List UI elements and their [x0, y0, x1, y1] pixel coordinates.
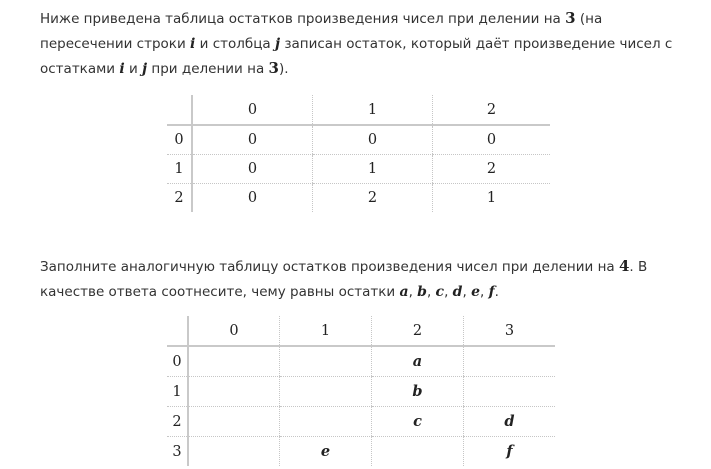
comma: , [408, 283, 418, 300]
task-text: Заполните аналогичную таблицу остатков произведения чисел при делении на [40, 259, 619, 275]
column-header: 1 [280, 316, 372, 346]
modulus-4: 4 [618, 257, 630, 275]
table-row [167, 407, 555, 437]
header-row [167, 316, 555, 346]
header-row [167, 95, 550, 125]
modulus-3: 3 [268, 59, 279, 77]
var-c: c [435, 283, 445, 300]
table-cell: 2 [313, 184, 433, 213]
var-a: a [399, 283, 409, 300]
var-j: j [274, 35, 281, 52]
column-header: 2 [372, 316, 464, 346]
column-header: 2 [433, 95, 551, 125]
var-i: i [119, 61, 125, 77]
column-header: 0 [192, 95, 313, 125]
var-i: i [190, 35, 196, 52]
var-j: j [142, 61, 148, 77]
table-cell: 0 [192, 125, 313, 155]
comma: , [479, 283, 489, 300]
table-row [167, 346, 555, 377]
table-cell [464, 377, 556, 407]
statement-text: и столбца [195, 35, 275, 52]
table-cell: 0 [313, 125, 433, 155]
task-statement [40, 254, 680, 304]
table-cell-b: b [372, 377, 464, 407]
corner-cell [167, 95, 192, 125]
statement-text: Ниже приведена таблица остатков произведения чисел при делении на [40, 11, 566, 27]
table-row [167, 184, 550, 213]
var-d: d [452, 283, 463, 300]
table-cell [188, 437, 280, 467]
table-cell: 0 [247, 190, 258, 206]
row-header: 3 [167, 437, 188, 467]
table-cell [188, 346, 280, 377]
table-cell [464, 346, 556, 377]
corner-cell [167, 316, 188, 346]
table-cell [188, 407, 280, 437]
var-e: e [471, 283, 480, 300]
table-cell [372, 437, 464, 467]
table-cell [280, 407, 372, 437]
comma: , [444, 283, 453, 300]
table-cell: 2 [433, 155, 551, 184]
remainder-table-mod-4 [167, 316, 555, 466]
modulus-3: 3 [565, 9, 576, 27]
table-cell: 1 [433, 184, 551, 213]
table-cell: 0 [192, 155, 313, 184]
row-header: 2 [167, 407, 188, 437]
statement-text: записан остаток, который даёт произведение чисел с остатками [40, 35, 673, 77]
statement-text: ). [278, 61, 289, 77]
problem-statement [40, 6, 680, 82]
task-text: . В качестве ответа соотнесите, чему равны остатки [40, 259, 648, 300]
statement-text: и [124, 61, 143, 77]
table-cell [188, 377, 280, 407]
column-header: 1 [313, 95, 433, 125]
table-cell-c: c [372, 407, 464, 437]
row-header: 0 [167, 346, 188, 377]
table-cell: 0 [433, 125, 551, 155]
statement-text: при делении на [147, 61, 269, 77]
table-cell: 1 [313, 155, 433, 184]
row-header: 1 [167, 377, 188, 407]
comma: , [426, 283, 436, 300]
table-cell [280, 377, 372, 407]
period: . [494, 283, 499, 300]
comma: , [462, 283, 472, 300]
table-cell-f: f [464, 437, 556, 467]
table-row [167, 377, 555, 407]
table-cell [280, 346, 372, 377]
row-header: 1 [167, 155, 192, 184]
var-b: b [417, 283, 427, 300]
table-cell-d: d [464, 407, 556, 437]
table-row [167, 437, 555, 467]
table-row [167, 155, 550, 184]
var-f: f [488, 283, 495, 300]
remainder-table-mod-3 [167, 95, 550, 212]
row-header: 0 [167, 125, 192, 155]
row-header: 2 [167, 184, 192, 213]
table-cell-a: a [372, 346, 464, 377]
column-header: 0 [188, 316, 280, 346]
table-cell-e: e [280, 437, 372, 467]
statement-text: (на пересечении строки [40, 11, 603, 52]
table-row [167, 125, 550, 155]
column-header: 3 [464, 316, 556, 346]
